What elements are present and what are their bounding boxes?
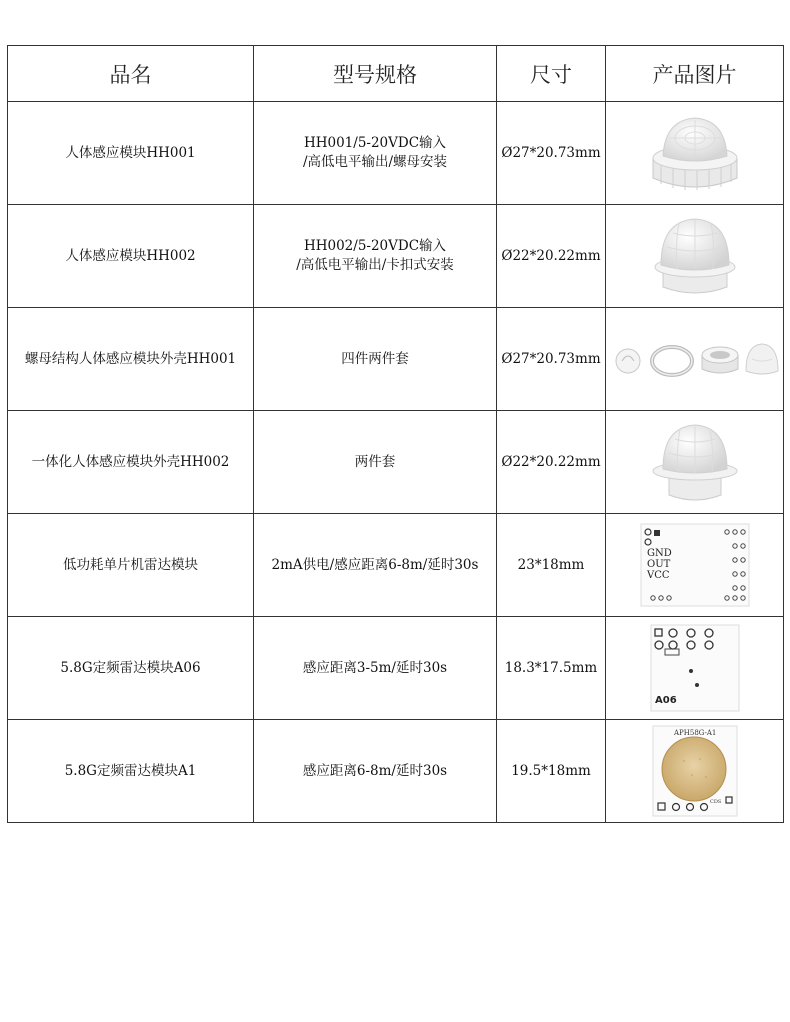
product-size: 23*18mm [497, 514, 606, 617]
pcb-vcc-label: VCC [646, 570, 670, 581]
white-radar-pcb-gold-pad-a1-image [650, 723, 740, 819]
product-size: Ø27*20.73mm [497, 308, 606, 411]
spec-line: 2mA供电/感应距离6-8m/延时30s [271, 556, 479, 573]
pir-dome-with-flange-image [645, 211, 745, 301]
four-part-shell-set-image [610, 329, 780, 389]
header-product-name: 品名 [8, 46, 254, 102]
table-row [8, 617, 784, 720]
table-row [8, 308, 784, 411]
product-spec [254, 720, 497, 823]
spec-line: 感应距离6-8m/延时30s [302, 762, 448, 779]
table-row [8, 411, 784, 514]
table-header-row [8, 46, 784, 102]
product-size: 18.3*17.5mm [497, 617, 606, 720]
product-name: 5.8G定频雷达模块A1 [8, 720, 254, 823]
product-image-cell [606, 205, 784, 308]
table-row [8, 720, 784, 823]
product-size: 19.5*18mm [497, 720, 606, 823]
pcb-a1-title: APH58G-A1 [673, 729, 716, 737]
pcb-a06-label: A06 [654, 695, 677, 706]
product-size: Ø22*20.22mm [497, 205, 606, 308]
spec-line: 两件套 [354, 453, 396, 470]
product-image-cell [606, 514, 784, 617]
white-radar-pcb-a06-image [647, 621, 743, 715]
product-image-cell [606, 308, 784, 411]
header-product-image: 产品图片 [606, 46, 784, 102]
product-image-cell [606, 720, 784, 823]
product-image-cell [606, 617, 784, 720]
product-size: Ø27*20.73mm [497, 102, 606, 205]
pcb-gnd-label: GND [646, 548, 672, 559]
product-size: Ø22*20.22mm [497, 411, 606, 514]
spec-line: 四件两件套 [341, 350, 409, 367]
spec-line: HH001/5-20VDC输入 [303, 135, 447, 151]
product-name: 人体感应模块HH001 [8, 102, 254, 205]
product-table [7, 45, 784, 823]
product-name: 螺母结构人体感应模块外壳HH001 [8, 308, 254, 411]
spec-line: /高低电平输出/卡扣式安装 [296, 257, 454, 273]
white-radar-pcb-gnd-out-vcc-image [639, 522, 751, 608]
product-spec [254, 411, 497, 514]
pcb-a1-code: CDS [709, 799, 721, 805]
table-row [8, 102, 784, 205]
spec-line: /高低电平输出/螺母安装 [302, 154, 448, 170]
product-spec [254, 205, 497, 308]
two-part-shell-image [645, 417, 745, 507]
product-image-cell [606, 102, 784, 205]
product-name: 一体化人体感应模块外壳HH002 [8, 411, 254, 514]
product-spec [254, 617, 497, 720]
table-row [8, 514, 784, 617]
round-pir-dome-with-nut-image [645, 108, 745, 198]
product-name: 低功耗单片机雷达模块 [8, 514, 254, 617]
product-spec [254, 308, 497, 411]
header-model-spec: 型号规格 [254, 46, 497, 102]
header-size: 尺寸 [497, 46, 606, 102]
product-name: 人体感应模块HH002 [8, 205, 254, 308]
product-spec [254, 102, 497, 205]
product-name: 5.8G定频雷达模块A06 [8, 617, 254, 720]
table-row [8, 205, 784, 308]
spec-line: 感应距离3-5m/延时30s [302, 659, 448, 676]
product-image-cell [606, 411, 784, 514]
spec-line: HH002/5-20VDC输入 [303, 238, 447, 254]
product-spec [254, 514, 497, 617]
pcb-out-label: OUT [646, 559, 670, 570]
